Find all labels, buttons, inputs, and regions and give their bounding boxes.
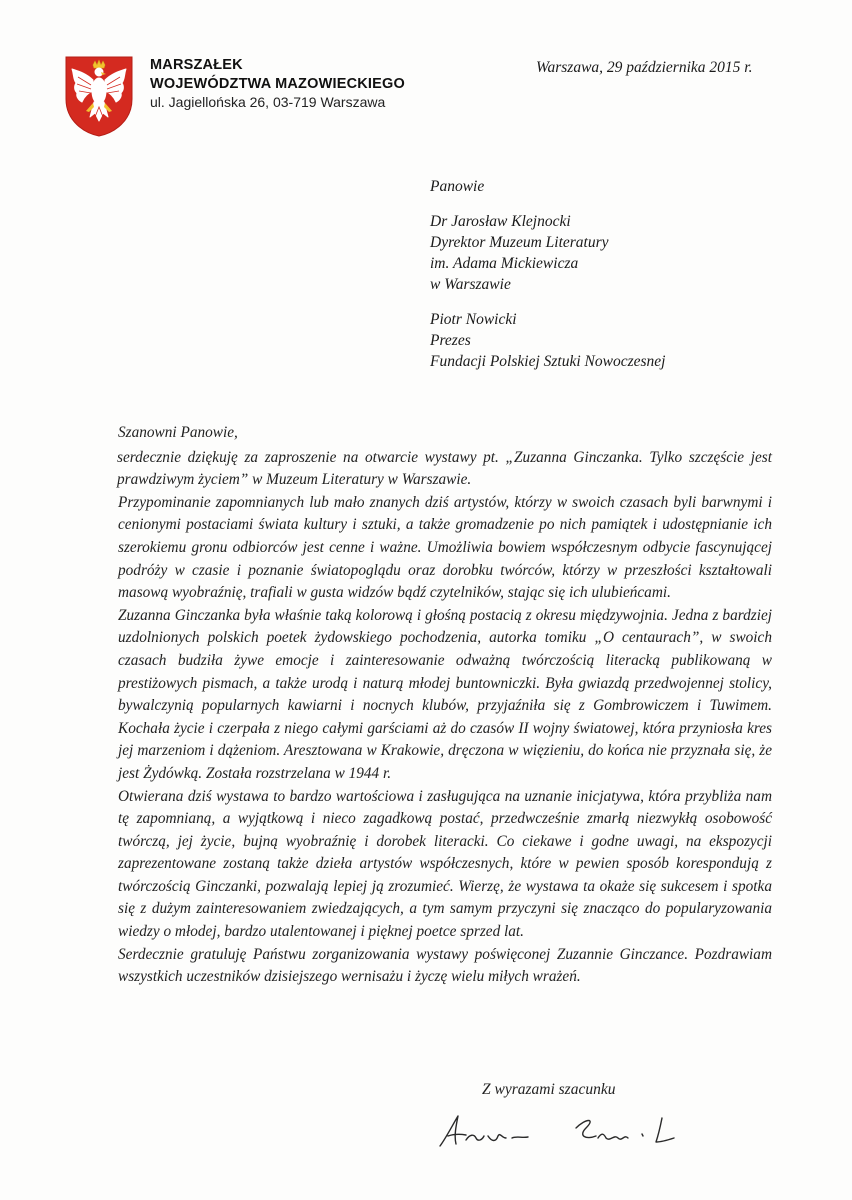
issuer-region: WOJEWÓDZTWA MAZOWIECKIEGO — [150, 76, 405, 92]
recipient-line: Dyrektor Muzeum Literatury — [430, 234, 609, 251]
paragraph: Przypominanie zapomnianych lub mało znanych dziś artystów, którzy w swoich czasach byli barwnymi i cenionymi postaciami świata kultury i sztuki, a także gromadzenie po nich pamiątek i udostępnianie ich szerokiemu gronu odbiorców jest cenne i ważne. Umożliwia bowiem współczesnym odbycie fascynującej podróży w czasie i poznanie światopoglądu oraz dorobku twórców, którzy w przeszłości kształtowali masową wyobraźnię, trafiali w gusta widzów bądź czytelników, stając się ich ulubieńcami. — [118, 493, 772, 602]
recipient-second — [430, 309, 665, 372]
recipient-line: Prezes — [430, 332, 471, 349]
issuer-block — [150, 56, 405, 111]
place-date: Warszawa, 29 października 2015 r. — [536, 59, 753, 76]
recipient-first — [430, 211, 665, 295]
paragraph: Otwierana dziś wystawa to bardzo wartościowa i zasługująca na uznanie inicjatywa, która przybliża nam tę zapomnianą, a wyjątkową i nieco zagadkową postać, przedwcześnie zmarłą niezwykłą osobowość twórczą, jej życie, bujną wyobraźnię i dorobek literacki. Co ciekawe i godne uwagi, na ekspozycji zaprezentowane zostaną także dzieła artystów współczesnych, które w pewien sposób korespondują z twórczością Ginczanki, pozwalają lepiej ją zrozumieć. Wierzę, że wystawa ta okaże się sukcesem i spotka się z dużym zainteresowaniem zwiedzających, a tym samym przyczyni się znacząco do popularyzowania wiedzy o młodej, bardzo utalentowanej i pięknej poetce sprzed lat. — [118, 787, 772, 941]
paragraph: Serdecznie gratuluję Państwu zorganizowania wystawy poświęconej Zuzannie Ginczance. Pozdrawiam wszystkich uczestników dzisiejszego wernisażu i życzę wielu miłych wrażeń. — [118, 945, 772, 986]
signature — [436, 1108, 681, 1152]
recipient-line: im. Adama Mickiewicza — [430, 255, 579, 272]
recipients-salutation: Panowie — [430, 178, 485, 195]
recipient-line: Piotr Nowicki — [430, 311, 517, 328]
issuer-address: ul. Jagiellońska 26, 03-719 Warszawa — [150, 94, 386, 110]
recipients-block — [430, 176, 665, 386]
recipient-line: w Warszawie — [430, 276, 511, 293]
letter-body — [118, 422, 772, 989]
recipient-line: Dr Jarosław Klejnocki — [430, 213, 571, 230]
paragraph: serdecznie dziękuję za zaproszenie na otwarcie wystawy pt. „Zuzanna Ginczanka. Tylko szczęście jest prawdziwym życiem” w Muzeum Literatury w Warszawie. — [117, 448, 772, 489]
issuer-title: MARSZAŁEK — [150, 57, 243, 73]
greeting: Szanowni Panowie, — [118, 424, 238, 441]
recipient-line: Fundacji Polskiej Sztuki Nowoczesnej — [430, 353, 666, 370]
closing-phrase: Z wyrazami szacunku — [482, 1081, 616, 1098]
coat-of-arms-icon — [64, 55, 134, 137]
paragraph: Zuzanna Ginczanka była właśnie taką kolorową i głośną postacią z okresu międzywojnia. Jedna z bardziej uzdolnionych polskich poetek żydowskiego pochodzenia, autorka tomiku „O centaurach”, w swoich czasach budziła żywe emocje i zainteresowanie odważną twórczością literacką publikowaną w prestiżowych pismach, a także urodą i naturą młodej buntowniczki. Była gwiazdą przedwojennej stolicy, bywalczynią popularnych kawiarni i nocnych klubów, przyjaźniła się z Gombrowiczem i Tuwimem. Kochała życie i czerpała z niego całymi garściami aż do czasów II wojny światowej, która przyniosła kres jej marzeniom i dążeniom. Aresztowana w Krakowie, dręczona w więzieniu, do końca nie przyznała się, że jest Żydówką. Została rozstrzelana w 1944 r. — [118, 606, 772, 782]
